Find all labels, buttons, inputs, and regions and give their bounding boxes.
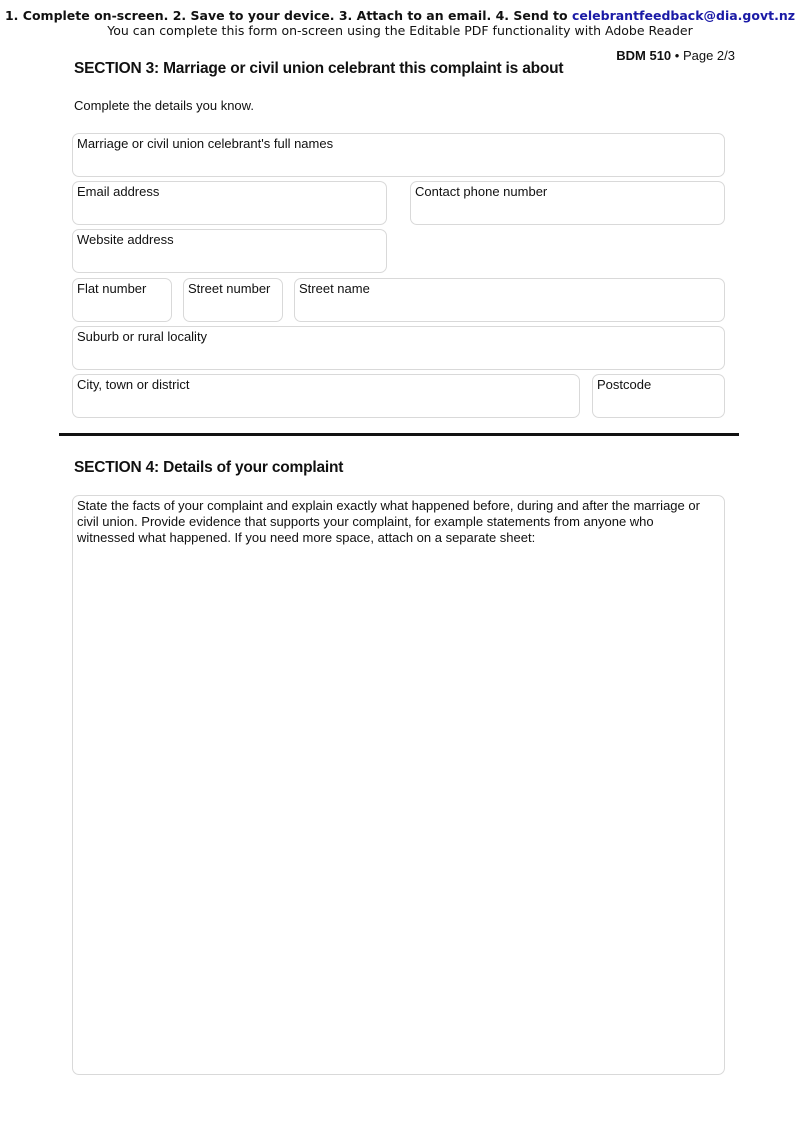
contact-phone-field[interactable] <box>410 181 725 225</box>
instructions-text: 1. Complete on-screen. 2. Save to your device. 3. Attach to an email. 4. Send to <box>4 8 572 23</box>
website-address-field[interactable] <box>72 229 387 273</box>
street-name-field[interactable] <box>294 278 725 322</box>
form-code: BDM 510 <box>616 48 672 63</box>
complaint-details-field[interactable] <box>72 495 725 1075</box>
field-label: Street name <box>299 281 370 296</box>
field-label: Street number <box>188 281 271 296</box>
field-label: State the facts of your complaint and explain exactly what happened before, during and after the marriage or civil union. Provide evidence that supports your complaint, for example statements from anyone who witnessed what happened. If you need more space, attach on a separate sheet: <box>77 498 700 545</box>
field-label: Marriage or civil union celebrant's full names <box>77 136 334 151</box>
instructions-subtext: You can complete this form on-screen using the Editable PDF functionality with Adobe Reader <box>107 23 693 38</box>
page-reference <box>616 48 735 63</box>
separator: • <box>671 48 683 63</box>
celebrant-full-names-field[interactable] <box>72 133 725 177</box>
field-label: Postcode <box>597 377 652 392</box>
field-label: City, town or district <box>77 377 190 392</box>
section-3-intro: Complete the details you know. <box>74 98 254 113</box>
field-label: Flat number <box>77 281 147 296</box>
section-3-title: SECTION 3: Marriage or civil union celebrant this complaint is about <box>74 60 564 77</box>
feedback-email-link[interactable]: celebrantfeedback@dia.govt.nz <box>571 8 796 23</box>
section-divider <box>59 433 739 436</box>
instructions-banner <box>0 8 800 38</box>
flat-number-field[interactable] <box>72 278 172 322</box>
field-label: Suburb or rural locality <box>77 329 208 344</box>
page-number: Page 2/3 <box>682 48 735 63</box>
suburb-field[interactable] <box>72 326 725 370</box>
field-label: Email address <box>77 184 160 199</box>
field-label: Website address <box>77 232 174 247</box>
email-address-field[interactable] <box>72 181 387 225</box>
field-label: Contact phone number <box>415 184 548 199</box>
street-number-field[interactable] <box>183 278 283 322</box>
instructions-steps <box>0 8 800 23</box>
section-4-title: SECTION 4: Details of your complaint <box>74 459 344 476</box>
postcode-field[interactable] <box>592 374 725 418</box>
city-field[interactable] <box>72 374 580 418</box>
